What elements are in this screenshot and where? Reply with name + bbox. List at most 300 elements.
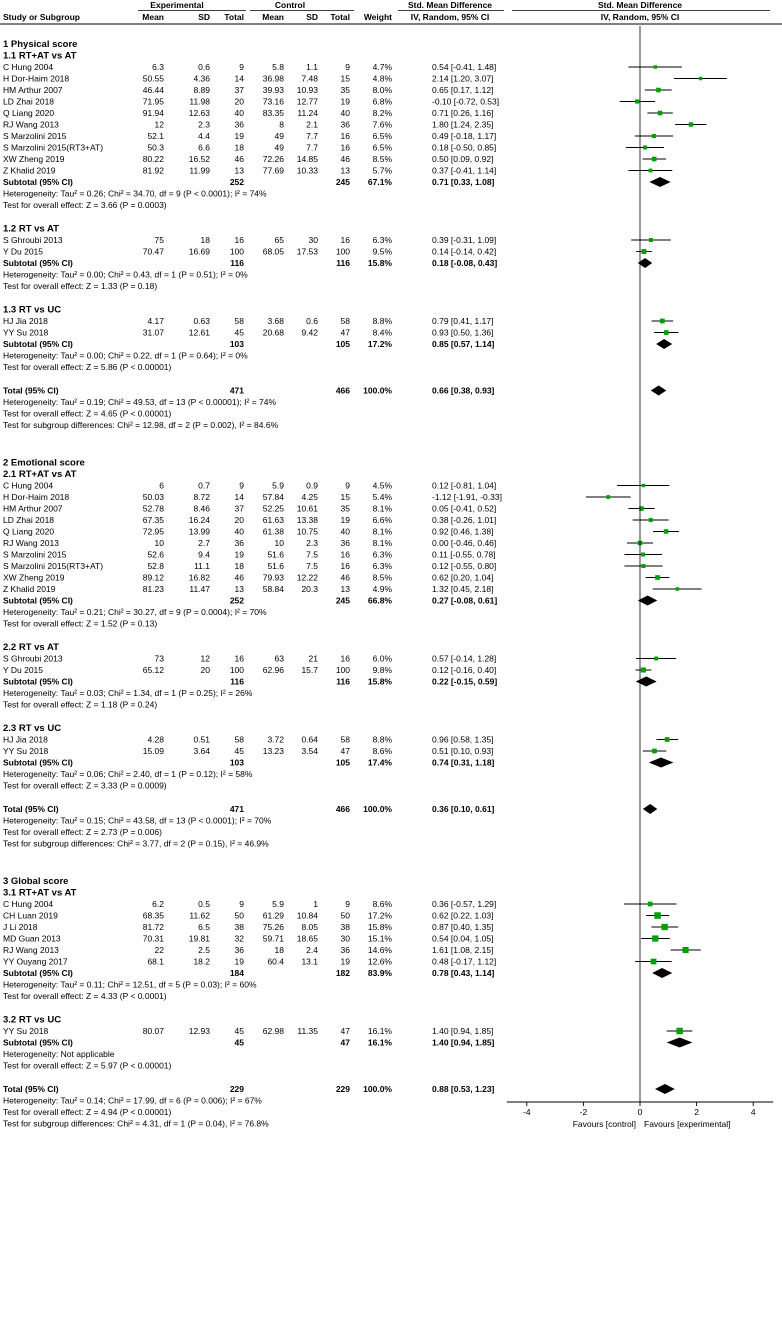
- subtotal-ctl-total: 245: [335, 177, 350, 187]
- study-weight: 4.5%: [372, 480, 392, 491]
- study-ci: 1.80 [1.24, 2.35]: [432, 119, 494, 130]
- total-ctl-total: 466: [335, 804, 350, 814]
- point-estimate: [654, 912, 661, 919]
- exp-total: 16: [234, 653, 244, 664]
- study-weight: 6.5%: [372, 131, 392, 141]
- study-ci: 0.14 [-0.14, 0.42]: [432, 246, 497, 257]
- study-weight: 6.3%: [372, 235, 392, 245]
- ctl-total: 13: [340, 584, 350, 594]
- point-estimate: [664, 330, 669, 335]
- study-ci: 0.11 [-0.55, 0.78]: [432, 549, 496, 560]
- study-ci: 0.39 [-0.31, 1.09]: [432, 235, 497, 245]
- point-estimate: [648, 902, 653, 907]
- subtotal-diamond: [656, 339, 672, 349]
- study-name: YY Su 2018: [3, 327, 49, 338]
- subgroup-note: Heterogeneity: Not applicable: [3, 1049, 115, 1059]
- ctl-mean: 65: [274, 235, 284, 245]
- subgroup-note: Heterogeneity: Tau² = 0.00; Chi² = 0.43, df = 1 (P = 0.51); I² = 0%: [3, 269, 248, 280]
- ctl-mean: 79.93: [262, 572, 284, 583]
- header-smd: Std. Mean Difference: [407, 0, 493, 10]
- ctl-sd: 2.4: [306, 945, 318, 955]
- study-name: S Marzolini 2015(RT3+AT): [3, 561, 104, 571]
- ctl-mean: 52.25: [262, 503, 284, 514]
- ctl-mean: 3.68: [267, 316, 284, 326]
- ctl-total: 100: [335, 665, 350, 675]
- exp-total: 9: [239, 899, 244, 909]
- point-estimate: [606, 495, 610, 499]
- exp-total: 20: [234, 96, 244, 107]
- study-weight: 8.1%: [372, 538, 392, 548]
- header-sd-ctl: SD: [306, 12, 318, 22]
- study-ci: 0.71 [0.26, 1.16]: [432, 108, 494, 118]
- subgroup-title: 3.2 RT vs UC: [3, 1014, 62, 1026]
- ctl-total: 15: [340, 73, 350, 84]
- study-name: Y Du 2015: [3, 665, 44, 675]
- point-estimate: [676, 587, 680, 591]
- exp-sd: 4.36: [193, 73, 210, 84]
- ctl-sd: 7.7: [306, 131, 318, 141]
- study-weight: 8.5%: [372, 154, 392, 164]
- exp-mean: 52.8: [147, 561, 164, 571]
- header-mean-ctl: Mean: [262, 12, 284, 22]
- subtotal-exp-total: 103: [229, 757, 244, 768]
- total-exp-total: 471: [229, 385, 244, 396]
- x-axis: [507, 26, 773, 1129]
- exp-total: 40: [234, 526, 244, 537]
- subgroup-note: Test for overall effect: Z = 3.66 (P = 0.0003): [3, 200, 167, 210]
- ctl-sd: 15.7: [301, 665, 318, 675]
- subgroup-title: 1.1 RT+AT vs AT: [3, 50, 77, 62]
- ctl-mean: 57.84: [262, 492, 284, 502]
- study-weight: 9.5%: [372, 246, 392, 257]
- ctl-mean: 36.98: [262, 73, 284, 84]
- exp-sd: 16.82: [188, 572, 210, 583]
- subtotal-label: Subtotal (95% CI): [3, 339, 73, 349]
- subtotal-exp-total: 184: [229, 968, 244, 978]
- overall-note: Heterogeneity: Tau² = 0.19; Chi² = 49.53, df = 13 (P < 0.00001); I² = 74%: [3, 397, 277, 407]
- study-name: S Marzolini 2015: [3, 131, 67, 141]
- exp-total: 46: [234, 154, 244, 164]
- ctl-sd: 10.84: [296, 910, 318, 921]
- subtotal-ctl-total: 116: [336, 258, 350, 268]
- exp-sd: 16.52: [188, 154, 210, 164]
- total-ci: 0.88 [0.53, 1.23]: [432, 1084, 495, 1094]
- subtotal-weight: 16.1%: [367, 1037, 392, 1048]
- study-ci: 0.12 [-0.55, 0.80]: [432, 561, 497, 571]
- exp-mean: 89.12: [142, 572, 164, 583]
- exp-mean: 52.6: [147, 549, 164, 560]
- study-name: XW Zheng 2019: [3, 154, 65, 164]
- header-weight: Weight: [363, 12, 392, 22]
- ctl-total: 58: [340, 316, 350, 326]
- point-estimate: [676, 1028, 682, 1034]
- subgroup-note: Heterogeneity: Tau² = 0.06; Chi² = 2.40, df = 1 (P = 0.12); I² = 58%: [3, 769, 253, 779]
- study-name: HM Arthur 2007: [3, 503, 63, 514]
- study-name: S Ghroubi 2013: [3, 653, 63, 664]
- study-weight: 17.2%: [367, 910, 392, 921]
- exp-total: 19: [234, 956, 244, 967]
- ctl-total: 9: [345, 62, 350, 72]
- total-ci: 0.66 [0.38, 0.93]: [432, 385, 495, 396]
- exp-mean: 72.95: [142, 526, 164, 537]
- subtotal-exp-total: 45: [234, 1037, 244, 1048]
- study-ci: 0.38 [-0.26, 1.01]: [432, 515, 497, 525]
- ctl-sd: 21: [308, 653, 318, 664]
- ctl-mean: 18: [274, 945, 284, 955]
- ctl-sd: 0.6: [306, 316, 318, 326]
- ctl-sd: 17.53: [296, 246, 318, 257]
- exp-total: 20: [234, 515, 244, 525]
- table-header: [0, 0, 782, 24]
- exp-sd: 12.63: [188, 108, 210, 118]
- subgroup-title: 2.3 RT vs UC: [3, 723, 62, 734]
- exp-mean: 68.1: [147, 956, 164, 967]
- exp-mean: 52.1: [147, 131, 164, 141]
- ctl-sd: 4.25: [301, 492, 318, 502]
- point-estimate: [658, 111, 663, 116]
- study-name: S Ghroubi 2013: [3, 235, 63, 245]
- subgroup-title: 2.2 RT vs AT: [3, 642, 59, 653]
- study-weight: 16.1%: [367, 1026, 392, 1036]
- ctl-mean: 5.9: [272, 899, 284, 909]
- exp-total: 32: [234, 933, 244, 944]
- exp-total: 19: [234, 549, 244, 560]
- subtotal-weight: 83.9%: [367, 968, 392, 978]
- study-name: CH Luan 2019: [3, 910, 58, 921]
- header-control: Control: [274, 0, 306, 10]
- total-diamond: [651, 386, 667, 396]
- exp-mean: 73: [154, 653, 164, 664]
- exp-sd: 11.47: [189, 584, 210, 594]
- exp-mean: 12: [154, 119, 164, 130]
- point-estimate: [652, 134, 656, 138]
- ctl-mean: 51.6: [267, 561, 284, 571]
- subgroup-title: 3.1 RT+AT vs AT: [3, 887, 77, 899]
- point-estimate: [649, 238, 653, 242]
- ctl-total: 16: [340, 561, 350, 571]
- overall-note: Test for overall effect: Z = 2.73 (P = 0.006): [3, 827, 162, 837]
- subtotal-diamond: [649, 177, 670, 187]
- total-exp-total: 471: [229, 804, 244, 814]
- ctl-mean: 20.68: [262, 327, 284, 338]
- study-weight: 4.7%: [372, 62, 392, 72]
- study-name: MD Guan 2013: [3, 933, 61, 944]
- study-name: HJ Jia 2018: [3, 734, 48, 745]
- study-ci: 0.62 [0.22, 1.03]: [432, 910, 494, 921]
- total-weight: 100.0%: [363, 1084, 392, 1094]
- exp-sd: 8.89: [193, 85, 210, 95]
- subgroup-note: Test for overall effect: Z = 3.33 (P = 0.0009): [3, 780, 167, 791]
- exp-sd: 16.69: [188, 246, 210, 257]
- subgroup-note: Heterogeneity: Tau² = 0.11; Chi² = 12.51, df = 5 (P = 0.03); I² = 60%: [3, 979, 257, 990]
- ctl-sd: 10.93: [296, 85, 318, 95]
- study-name: YY Ouyang 2017: [3, 956, 68, 967]
- exp-mean: 71.95: [142, 96, 164, 107]
- point-estimate: [683, 947, 689, 953]
- study-ci: -1.12 [-1.91, -0.33]: [432, 492, 502, 502]
- study-ci: 0.00 [-0.46, 0.46]: [432, 538, 497, 548]
- exp-mean: 81.23: [142, 584, 164, 594]
- header-experimental: Experimental: [150, 0, 204, 10]
- ctl-sd: 14.85: [296, 154, 318, 164]
- subtotal-weight: 15.8%: [367, 676, 392, 687]
- exp-total: 38: [234, 922, 244, 932]
- exp-sd: 19.81: [188, 933, 210, 944]
- study-weight: 9.8%: [372, 665, 392, 675]
- ctl-mean: 5.8: [272, 62, 284, 72]
- study-ci: 0.12 [-0.81, 1.04]: [432, 480, 497, 491]
- subgroup-title: 1.2 RT vs AT: [3, 223, 59, 235]
- subtotal-weight: 17.4%: [367, 757, 392, 768]
- exp-mean: 6.2: [152, 899, 164, 909]
- subgroup-title: 1.3 RT vs UC: [3, 304, 62, 316]
- ctl-total: 58: [340, 734, 350, 745]
- exp-sd: 2.5: [198, 945, 210, 955]
- subtotal-label: Subtotal (95% CI): [3, 676, 73, 687]
- study-weight: 6.5%: [372, 142, 392, 153]
- header-mean-exp: Mean: [142, 12, 164, 22]
- exp-sd: 16.24: [188, 515, 210, 525]
- study-name: RJ Wang 2013: [3, 119, 59, 130]
- ctl-mean: 13.23: [262, 746, 284, 756]
- exp-total: 37: [234, 503, 244, 514]
- ctl-total: 100: [335, 246, 350, 257]
- study-ci: 2.14 [1.20, 3.07]: [432, 73, 494, 84]
- ctl-total: 40: [340, 108, 350, 118]
- exp-mean: 6: [159, 480, 164, 491]
- exp-total: 9: [239, 480, 244, 491]
- study-name: S Marzolini 2015(RT3+AT): [3, 142, 104, 153]
- study-name: Z Khalid 2019: [3, 584, 56, 594]
- exp-total: 45: [234, 746, 244, 756]
- subtotal-diamond: [638, 596, 658, 606]
- point-estimate: [635, 99, 639, 103]
- study-weight: 12.6%: [367, 956, 392, 967]
- ctl-total: 13: [340, 165, 350, 176]
- overall-note: Test for subgroup differences: Chi² = 4.31, df = 1 (P = 0.04), I² = 76.8%: [3, 1118, 269, 1129]
- exp-total: 18: [234, 142, 244, 153]
- ctl-total: 19: [340, 515, 350, 525]
- exp-total: 36: [234, 119, 244, 130]
- ctl-sd: 12.22: [296, 572, 318, 583]
- study-ci: 0.36 [-0.57, 1.29]: [432, 899, 497, 909]
- subtotal-label: Subtotal (95% CI): [3, 968, 73, 978]
- study-weight: 5.7%: [372, 165, 392, 176]
- total-diamond: [643, 804, 657, 814]
- study-name: YY Su 2018: [3, 746, 49, 756]
- study-ci: 1.61 [1.08, 2.15]: [432, 945, 494, 955]
- subtotal-exp-total: 252: [229, 595, 244, 606]
- exp-total: 100: [229, 665, 244, 675]
- exp-sd: 0.63: [193, 316, 210, 326]
- exp-mean: 91.94: [142, 108, 164, 118]
- exp-mean: 50.3: [147, 142, 164, 153]
- point-estimate: [643, 145, 647, 149]
- study-weight: 8.1%: [372, 503, 392, 514]
- ctl-sd: 7.5: [306, 549, 318, 560]
- study-name: LD Zhai 2018: [3, 96, 55, 107]
- exp-sd: 18: [200, 235, 210, 245]
- total-weight: 100.0%: [363, 385, 392, 396]
- subtotal-ci: 0.22 [-0.15, 0.59]: [432, 676, 498, 687]
- ctl-sd: 2.3: [306, 538, 318, 548]
- subtotal-weight: 17.2%: [367, 339, 392, 349]
- ctl-total: 16: [340, 549, 350, 560]
- exp-sd: 20: [200, 665, 210, 675]
- point-estimate: [641, 667, 646, 672]
- study-weight: 14.6%: [367, 945, 392, 955]
- ctl-total: 35: [340, 85, 350, 95]
- ctl-mean: 59.71: [262, 933, 284, 944]
- ctl-total: 30: [340, 933, 350, 944]
- exp-sd: 0.5: [198, 899, 210, 909]
- ctl-total: 47: [340, 1026, 350, 1036]
- point-estimate: [699, 77, 703, 81]
- ctl-mean: 58.84: [262, 584, 284, 594]
- subtotal-weight: 15.8%: [367, 258, 392, 268]
- point-estimate: [689, 122, 693, 126]
- point-estimate: [665, 737, 670, 742]
- point-estimate: [654, 65, 657, 68]
- ctl-mean: 61.63: [262, 515, 284, 525]
- total-ctl-total: 466: [335, 385, 350, 396]
- exp-mean: 15.09: [142, 746, 164, 756]
- study-ci: -0.10 [-0.72, 0.53]: [432, 96, 500, 107]
- ctl-mean: 39.93: [262, 85, 284, 95]
- exp-mean: 81.92: [142, 165, 164, 176]
- study-ci: 1.32 [0.45, 2.18]: [432, 584, 494, 594]
- exp-mean: 75: [154, 235, 164, 245]
- study-name: HM Arthur 2007: [3, 85, 63, 95]
- subtotal-ci: 0.18 [-0.08, 0.43]: [432, 258, 498, 268]
- ctl-sd: 10.75: [296, 526, 318, 537]
- header-sd-exp: SD: [198, 12, 210, 22]
- exp-sd: 0.7: [198, 480, 210, 491]
- study-ci: 0.51 [0.10, 0.93]: [432, 746, 494, 756]
- header-smd-plot-sub: IV, Random, 95% CI: [600, 12, 680, 22]
- exp-total: 13: [234, 584, 244, 594]
- exp-total: 58: [234, 734, 244, 745]
- ctl-sd: 18.65: [296, 933, 318, 944]
- exp-total: 19: [234, 131, 244, 141]
- total-label: Total (95% CI): [3, 1084, 59, 1094]
- exp-sd: 12.61: [188, 327, 210, 338]
- study-weight: 5.4%: [372, 492, 392, 502]
- ctl-sd: 7.7: [306, 142, 318, 153]
- ctl-total: 36: [340, 945, 350, 955]
- subtotal-ci: 0.74 [0.31, 1.18]: [432, 757, 495, 768]
- exp-mean: 50.03: [142, 492, 164, 502]
- study-ci: 0.05 [-0.41, 0.52]: [432, 503, 497, 514]
- study-ci: 0.92 [0.46, 1.38]: [432, 526, 494, 537]
- subtotal-exp-total: 103: [229, 339, 244, 349]
- total-exp-total: 229: [229, 1084, 244, 1094]
- study-ci: 1.40 [0.94, 1.85]: [432, 1026, 494, 1036]
- overall-note: Test for subgroup differences: Chi² = 12.98, df = 2 (P = 0.002), I² = 84.6%: [3, 420, 279, 430]
- ctl-sd: 3.54: [301, 746, 318, 756]
- point-estimate: [641, 249, 646, 254]
- exp-total: 9: [239, 62, 244, 72]
- study-ci: 0.54 [-0.41, 1.48]: [432, 62, 497, 72]
- point-estimate: [661, 924, 667, 930]
- exp-mean: 67.35: [142, 515, 164, 525]
- total-label: Total (95% CI): [3, 385, 59, 396]
- favours-experimental-label: Favours [experimental]: [644, 1119, 731, 1129]
- study-weight: 8.8%: [372, 734, 392, 745]
- point-estimate: [656, 88, 661, 93]
- ctl-sd: 11.24: [297, 108, 318, 118]
- subtotal-ctl-total: 105: [335, 339, 350, 349]
- ctl-mean: 63: [274, 653, 284, 664]
- ctl-total: 36: [340, 119, 350, 130]
- exp-sd: 3.64: [193, 746, 210, 756]
- ctl-sd: 10.61: [296, 503, 318, 514]
- study-weight: 6.6%: [372, 515, 392, 525]
- header-smd-sub: IV, Random, 95% CI: [410, 12, 490, 22]
- point-estimate: [655, 575, 660, 580]
- exp-total: 100: [229, 246, 244, 257]
- subgroup-note: Heterogeneity: Tau² = 0.00; Chi² = 0.22, df = 1 (P = 0.64); I² = 0%: [3, 350, 248, 361]
- subgroup-note: Test for overall effect: Z = 1.18 (P = 0.24): [3, 699, 158, 710]
- exp-mean: 4.28: [147, 734, 164, 745]
- point-estimate: [641, 552, 645, 556]
- study-weight: 15.8%: [367, 922, 392, 932]
- ctl-mean: 3.72: [267, 734, 284, 745]
- ctl-sd: 13.1: [301, 956, 318, 967]
- ctl-total: 40: [340, 526, 350, 537]
- subtotal-label: Subtotal (95% CI): [3, 177, 73, 187]
- study-name: C Hung 2004: [3, 62, 54, 72]
- overall-note: Test for overall effect: Z = 4.65 (P < 0.00001): [3, 408, 172, 419]
- subtotal-exp-total: 116: [230, 676, 244, 687]
- exp-mean: 22: [154, 945, 164, 955]
- total-ctl-total: 229: [335, 1084, 350, 1094]
- point-estimate: [649, 518, 653, 522]
- study-weight: 4.9%: [372, 584, 392, 594]
- study-ci: 0.49 [-0.18, 1.17]: [432, 131, 497, 141]
- exp-mean: 4.17: [147, 316, 164, 326]
- subgroup-note: Heterogeneity: Tau² = 0.26; Chi² = 34.70, df = 9 (P < 0.0001); I² = 74%: [3, 188, 267, 199]
- study-weight: 8.2%: [372, 108, 392, 118]
- subtotal-ci: 0.78 [0.43, 1.14]: [432, 968, 495, 978]
- study-weight: 15.1%: [367, 933, 392, 944]
- ctl-mean: 73.16: [262, 96, 284, 107]
- study-name: HJ Jia 2018: [3, 316, 48, 326]
- ctl-sd: 30: [308, 235, 318, 245]
- exp-total: 16: [234, 235, 244, 245]
- ctl-mean: 75.26: [262, 922, 284, 932]
- subtotal-ci: 1.40 [0.94, 1.85]: [432, 1037, 495, 1048]
- overall-note: Heterogeneity: Tau² = 0.15; Chi² = 43.58, df = 13 (P < 0.0001); I² = 70%: [3, 815, 272, 826]
- ctl-sd: 8.05: [301, 922, 318, 932]
- subtotal-weight: 67.1%: [367, 177, 392, 187]
- overall-note: Heterogeneity: Tau² = 0.14; Chi² = 17.99, df = 6 (P = 0.006); I² = 67%: [3, 1095, 262, 1106]
- ctl-mean: 10: [274, 538, 284, 548]
- exp-total: 46: [234, 572, 244, 583]
- section-title: 1 Physical score: [3, 39, 78, 50]
- exp-total: 14: [234, 492, 244, 502]
- exp-total: 14: [234, 73, 244, 84]
- point-estimate: [641, 564, 645, 568]
- ctl-total: 16: [340, 131, 350, 141]
- study-ci: 0.12 [-0.16, 0.40]: [432, 665, 497, 675]
- section-title: 3 Global score: [3, 876, 69, 887]
- point-estimate: [652, 157, 657, 162]
- exp-mean: 31.07: [142, 327, 164, 338]
- exp-total: 37: [234, 85, 244, 95]
- exp-mean: 65.12: [142, 665, 164, 675]
- ctl-mean: 49: [274, 131, 284, 141]
